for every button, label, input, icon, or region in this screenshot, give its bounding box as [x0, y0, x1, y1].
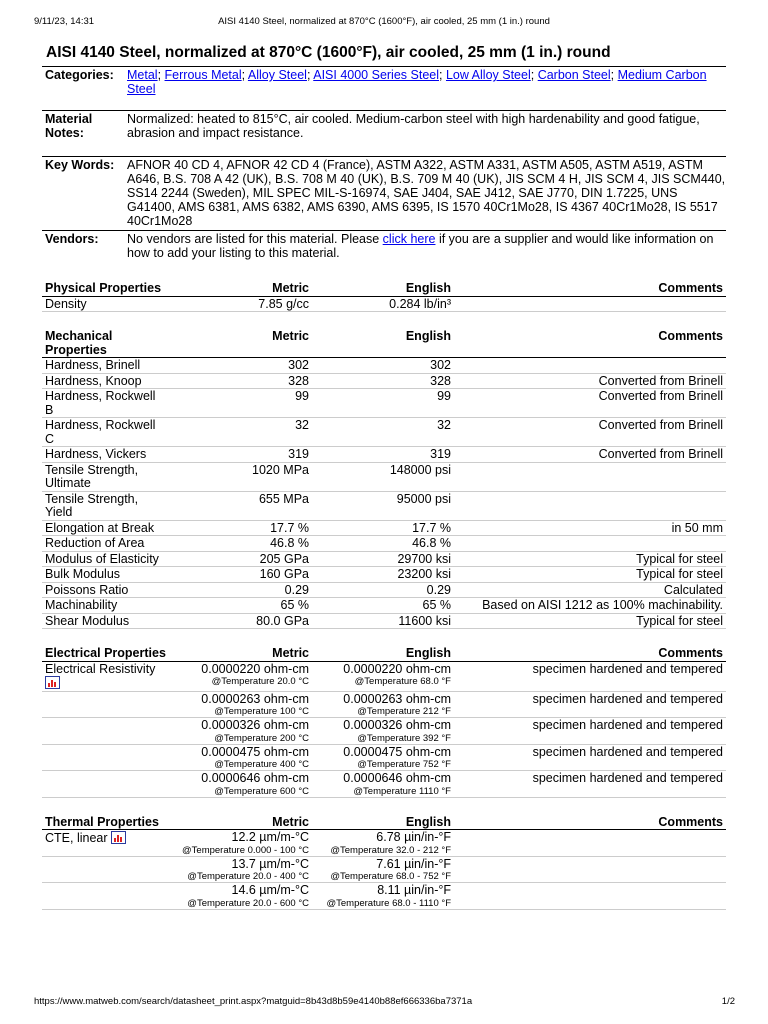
print-title: AISI 4140 Steel, normalized at 870°C (1600°F), air cooled, 25 mm (1 in.) round	[218, 16, 550, 27]
mechanical-property-row	[42, 358, 726, 374]
english-condition: @Temperature 68.0 - 752 °F	[330, 871, 451, 882]
property-name: Hardness, Knoop	[42, 373, 170, 389]
metric-value: 328	[170, 373, 312, 389]
thermal-value-row	[42, 830, 726, 857]
page-title: AISI 4140 Steel, normalized at 870°C (1600°F), air cooled, 25 mm (1 in.) round	[46, 44, 611, 61]
english-column-header: English	[312, 816, 454, 830]
thermal-value-row	[42, 856, 726, 883]
english-column-header: English	[312, 647, 454, 661]
english-condition: @Temperature 212 °F	[357, 706, 451, 717]
english-value: 23200 ksi	[312, 567, 454, 583]
english-value	[312, 830, 454, 857]
metric-condition: @Temperature 0.000 - 100 °C	[182, 844, 309, 856]
metric-value: 319	[170, 447, 312, 463]
comment: specimen hardened and tempered	[454, 661, 726, 691]
english-condition: @Temperature 1110 °F	[353, 785, 451, 797]
keywords-label: Key Words:	[45, 158, 115, 172]
vendors-text	[127, 232, 726, 260]
metric-value: 65 %	[170, 598, 312, 614]
property-name: Hardness, Brinell	[42, 358, 170, 374]
comment: Calculated	[454, 582, 726, 598]
category-link[interactable]: Ferrous Metal	[164, 68, 242, 82]
metric-value	[170, 718, 312, 745]
comment: Typical for steel	[454, 567, 726, 583]
metric-value-text: 13.7 µm/m-°C	[231, 856, 309, 871]
section-spacer	[42, 312, 726, 331]
english-value	[312, 883, 454, 910]
physical-header-row	[42, 282, 726, 296]
metric-value-text: 12.2 µm/m-°C	[231, 830, 309, 844]
mechanical-property-row	[42, 462, 726, 491]
property-name: Hardness, Rockwell B	[42, 389, 170, 418]
metric-value: 80.0 GPa	[170, 613, 312, 629]
metric-value	[170, 661, 312, 691]
english-value: 0.29	[312, 582, 454, 598]
metric-column-header: Metric	[170, 330, 312, 358]
category-link[interactable]: AISI 4000 Series Steel	[313, 68, 440, 82]
metric-value: 46.8 %	[170, 536, 312, 552]
thermal-header-row	[42, 816, 726, 830]
property-name: Tensile Strength, Yield	[42, 491, 170, 520]
mechanical-property-row	[42, 567, 726, 583]
property-name	[42, 830, 170, 857]
metric-value: 99	[170, 389, 312, 418]
metric-value	[170, 771, 312, 798]
comment: Based on AISI 1212 as 100% machinability.	[454, 598, 726, 614]
metric-condition: @Temperature 400 °C	[214, 759, 309, 770]
property-name: Elongation at Break	[42, 520, 170, 536]
electrical-value-row	[42, 771, 726, 798]
electrical-value-row	[42, 691, 726, 718]
metric-condition: @Temperature 20.0 - 600 °C	[187, 897, 309, 909]
comment: specimen hardened and tempered	[454, 691, 726, 718]
comment: Converted from Brinell	[454, 373, 726, 389]
mechanical-header-row	[42, 330, 726, 358]
comment: specimen hardened and tempered	[454, 771, 726, 798]
page-number: 1/2	[721, 996, 735, 1007]
vendors-label: Vendors:	[45, 232, 99, 246]
english-value	[312, 744, 454, 771]
english-value: 46.8 %	[312, 536, 454, 552]
metric-value	[170, 830, 312, 857]
english-value: 328	[312, 373, 454, 389]
comment	[454, 462, 726, 491]
category-link[interactable]: Metal	[127, 68, 158, 82]
metric-value-text: 0.0000220 ohm-cm	[201, 661, 309, 676]
electrical-value-row	[42, 661, 726, 691]
comment	[454, 883, 726, 910]
metric-condition: @Temperature 600 °C	[214, 785, 309, 797]
english-value	[312, 718, 454, 745]
comment: specimen hardened and tempered	[454, 744, 726, 771]
metric-condition: @Temperature 100 °C	[214, 706, 309, 717]
english-value: 29700 ksi	[312, 551, 454, 567]
thermal-value-row	[42, 883, 726, 910]
metric-condition: @Temperature 20.0 °C	[211, 676, 309, 687]
metric-value: 655 MPa	[170, 491, 312, 520]
english-value: 148000 psi	[312, 462, 454, 491]
thermal-section-title: Thermal Properties	[42, 816, 170, 830]
comments-column-header: Comments	[454, 282, 726, 296]
english-value-text: 0.0000220 ohm-cm	[343, 661, 451, 676]
english-condition: @Temperature 32.0 - 212 °F	[330, 844, 451, 856]
metric-value: 1020 MPa	[170, 462, 312, 491]
metric-column-header: Metric	[170, 647, 312, 661]
comments-column-header: Comments	[454, 330, 726, 358]
property-name	[42, 718, 170, 745]
property-name: Bulk Modulus	[42, 567, 170, 583]
property-name: Hardness, Vickers	[42, 447, 170, 463]
metric-value: 7.85 g/cc	[170, 296, 312, 312]
mechanical-property-row	[42, 551, 726, 567]
property-name: Density	[42, 296, 170, 312]
comment: in 50 mm	[454, 520, 726, 536]
mechanical-property-row	[42, 373, 726, 389]
print-url: https://www.matweb.com/search/datasheet_print.aspx?matguid=8b43d8b59e4140b88ef666336ba7371a	[34, 996, 473, 1007]
comment: Typical for steel	[454, 613, 726, 629]
property-name: Hardness, Rockwell C	[42, 418, 170, 447]
category-link[interactable]: Low Alloy Steel	[445, 68, 531, 82]
property-name: Reduction of Area	[42, 536, 170, 552]
categories-label: Categories:	[45, 68, 114, 82]
comment: specimen hardened and tempered	[454, 718, 726, 745]
section-spacer	[42, 629, 726, 648]
english-value	[312, 856, 454, 883]
comment	[454, 830, 726, 857]
property-name	[42, 856, 170, 883]
mechanical-property-row	[42, 491, 726, 520]
electrical-header-row	[42, 647, 726, 661]
metric-condition: @Temperature 20.0 - 400 °C	[187, 871, 309, 882]
notes-row	[42, 110, 726, 156]
mechanical-property-row	[42, 447, 726, 463]
comment	[454, 856, 726, 883]
comments-column-header: Comments	[454, 647, 726, 661]
metric-value	[170, 691, 312, 718]
comment	[454, 358, 726, 374]
english-value: 95000 psi	[312, 491, 454, 520]
metric-value	[170, 856, 312, 883]
property-name	[42, 744, 170, 771]
english-value-text: 0.0000475 ohm-cm	[343, 744, 451, 759]
metric-value: 205 GPa	[170, 551, 312, 567]
comments-column-header: Comments	[454, 816, 726, 830]
property-name	[42, 771, 170, 798]
metric-value	[170, 744, 312, 771]
comment: Typical for steel	[454, 551, 726, 567]
property-name: Modulus of Elasticity	[42, 551, 170, 567]
comment	[454, 536, 726, 552]
category-link[interactable]: Carbon Steel	[537, 68, 611, 82]
english-value: 11600 ksi	[312, 613, 454, 629]
property-name: Poissons Ratio	[42, 582, 170, 598]
print-date: 9/11/23, 14:31	[34, 16, 95, 27]
notes-text: Normalized: heated to 815°C, air cooled. Medium-carbon steel with high hardenability and good fatigue, abrasion and impact resistance.	[127, 112, 700, 140]
mechanical-section-title: Mechanical Properties	[42, 330, 170, 358]
comment: Converted from Brinell	[454, 418, 726, 447]
metric-value-text: 14.6 µm/m-°C	[231, 883, 309, 897]
metric-value-text: 0.0000326 ohm-cm	[201, 718, 309, 732]
property-name	[42, 883, 170, 910]
english-column-header: English	[312, 282, 454, 296]
metric-value: 0.29	[170, 582, 312, 598]
mechanical-property-row	[42, 598, 726, 614]
metric-value: 160 GPa	[170, 567, 312, 583]
english-value: 99	[312, 389, 454, 418]
categories-list: Metal; Ferrous Metal; Alloy Steel; AISI 4000 Series Steel; Low Alloy Steel; Carbon Steel; Medium Carbon Steel	[127, 68, 707, 96]
electrical-section-title: Electrical Properties	[42, 647, 170, 661]
property-name-text[interactable]: Electrical Resistivity	[45, 661, 156, 676]
metric-value-text: 0.0000646 ohm-cm	[201, 771, 309, 785]
english-value	[312, 661, 454, 691]
comment: Converted from Brinell	[454, 447, 726, 463]
english-value: 0.284 lb/in³	[312, 296, 454, 312]
property-name	[42, 691, 170, 718]
english-value: 65 %	[312, 598, 454, 614]
english-condition: @Temperature 68.0 °F	[354, 676, 451, 687]
metric-column-header: Metric	[170, 282, 312, 296]
metric-value	[170, 883, 312, 910]
physical-section-title: Physical Properties	[42, 282, 170, 296]
metric-value-text: 0.0000263 ohm-cm	[201, 691, 309, 706]
comment	[454, 491, 726, 520]
categories-row	[42, 66, 726, 110]
mechanical-property-row	[42, 520, 726, 536]
mechanical-property-row	[42, 536, 726, 552]
english-column-header: English	[312, 330, 454, 358]
mechanical-property-row	[42, 389, 726, 418]
bar-chart-icon[interactable]	[45, 676, 60, 689]
mechanical-property-row	[42, 613, 726, 629]
datasheet	[42, 66, 726, 910]
metric-value: 302	[170, 358, 312, 374]
keywords-row	[42, 156, 726, 230]
english-value-text: 7.61 µin/in-°F	[376, 856, 451, 871]
category-link[interactable]: Medium Carbon Steel	[127, 68, 707, 96]
vendors-text-after: if you are a supplier and would like information on how to add your listing to this material.	[127, 232, 714, 260]
keywords-text: AFNOR 40 CD 4, AFNOR 42 CD 4 (France), ASTM A322, ASTM A331, ASTM A505, ASTM A519, ASTM A646, B.S. 708 A 42 (UK), B.S. 708 M 40 (UK), B.S. 709 M 40 (UK), JIS SCM 4 H, JIS SCM 4, JIS SCM440, SS14 2244 (Sweden), MIL SPEC MIL-S-16974, SAE J404, SAE J412, SAE J770, DIN 1.7225, UNS G41400, AMS 6381, AMS 6382, AMS 6390, AMS 6395, IS 1570 40Cr1Mo28, IS 4367 40Cr1Mo28, IS 5517 40Cr1Mo28	[127, 158, 726, 228]
english-value-text: 6.78 µin/in-°F	[376, 830, 451, 844]
english-value-text: 0.0000646 ohm-cm	[343, 771, 451, 785]
english-value-text: 0.0000326 ohm-cm	[343, 718, 451, 732]
english-value: 32	[312, 418, 454, 447]
electrical-value-row	[42, 744, 726, 771]
metric-column-header: Metric	[170, 816, 312, 830]
property-name: Shear Modulus	[42, 613, 170, 629]
vendors-row	[42, 230, 726, 282]
metric-value-text: 0.0000475 ohm-cm	[201, 744, 309, 759]
english-value-text: 0.0000263 ohm-cm	[343, 691, 451, 706]
english-value	[312, 771, 454, 798]
mechanical-property-row	[42, 418, 726, 447]
english-value-text: 8.11 µin/in-°F	[377, 883, 451, 897]
category-link[interactable]: Alloy Steel	[247, 68, 307, 82]
electrical-value-row	[42, 718, 726, 745]
properties-table	[42, 282, 726, 910]
english-condition: @Temperature 68.0 - 1110 °F	[326, 897, 451, 909]
vendors-text-before: No vendors are listed for this material. Please	[127, 232, 383, 246]
english-condition: @Temperature 752 °F	[357, 759, 451, 770]
property-name-text[interactable]: CTE, linear	[45, 831, 108, 845]
english-value: 302	[312, 358, 454, 374]
comment	[454, 296, 726, 312]
english-value: 319	[312, 447, 454, 463]
notes-label: Material Notes:	[45, 112, 93, 140]
english-condition: @Temperature 392 °F	[357, 732, 451, 744]
english-value: 17.7 %	[312, 520, 454, 536]
metric-value: 32	[170, 418, 312, 447]
physical-property-row	[42, 296, 726, 312]
english-value	[312, 691, 454, 718]
mechanical-property-row	[42, 582, 726, 598]
section-spacer	[42, 797, 726, 816]
bar-chart-icon[interactable]	[111, 831, 126, 844]
metric-value: 17.7 %	[170, 520, 312, 536]
vendors-click-here-link[interactable]: click here	[382, 232, 436, 246]
property-name	[42, 661, 170, 691]
comment: Converted from Brinell	[454, 389, 726, 418]
metric-condition: @Temperature 200 °C	[214, 732, 309, 744]
property-name: Machinability	[42, 598, 170, 614]
property-name: Tensile Strength, Ultimate	[42, 462, 170, 491]
